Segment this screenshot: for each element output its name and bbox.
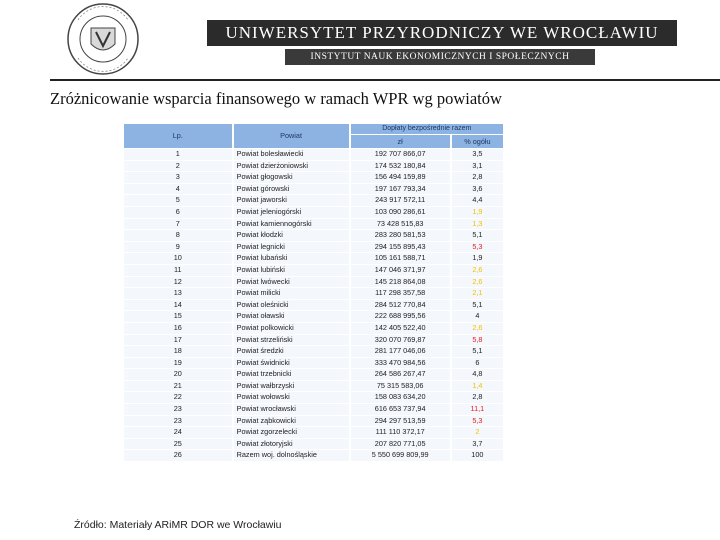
row-percent: 5,3: [452, 416, 503, 427]
row-percent: 1,9: [452, 253, 503, 264]
row-percent: 4,4: [452, 195, 503, 206]
row-lp: 24: [124, 427, 232, 438]
row-powiat: Powiat bolesławiecki: [234, 149, 349, 160]
row-lp: 23: [124, 404, 232, 415]
row-lp: 6: [124, 207, 232, 218]
row-powiat: Powiat świdnicki: [234, 358, 349, 369]
row-powiat: Powiat trzebnicki: [234, 369, 349, 380]
row-powiat: Powiat złotoryjski: [234, 439, 349, 450]
row-amount: 222 688 995,56: [351, 311, 450, 322]
row-lp: 21: [124, 381, 232, 392]
table-row: [124, 195, 503, 206]
row-powiat: Powiat oławski: [234, 311, 349, 322]
row-amount: 5 550 699 809,99: [351, 450, 450, 461]
row-percent: 4: [452, 311, 503, 322]
table-row: [124, 219, 503, 230]
row-percent: 3,7: [452, 439, 503, 450]
table-row: [124, 346, 503, 357]
row-lp: 12: [124, 277, 232, 288]
row-lp: 11: [124, 265, 232, 276]
university-seal-icon: [48, 2, 158, 76]
row-percent: 5,3: [452, 242, 503, 253]
row-powiat: Powiat wołowski: [234, 392, 349, 403]
row-lp: 13: [124, 288, 232, 299]
slide-title: Zróżnicowanie wsparcia finansowego w ramach WPR wg powiatów: [50, 89, 502, 108]
row-amount: 320 070 769,87: [351, 335, 450, 346]
row-amount: 111 110 372,17: [351, 427, 450, 438]
row-powiat: Powiat jaworski: [234, 195, 349, 206]
table-row: [124, 323, 503, 334]
row-amount: 197 167 793,34: [351, 184, 450, 195]
table-row: [124, 230, 503, 241]
row-lp: 14: [124, 300, 232, 311]
institute-name: INSTYTUT NAUK EKONOMICZNYCH I SPOŁECZNYCH: [285, 49, 595, 65]
row-percent: 2,6: [452, 277, 503, 288]
row-percent: 3,1: [452, 161, 503, 172]
row-lp: 5: [124, 195, 232, 206]
row-percent: 4,8: [452, 369, 503, 380]
table-row: [124, 450, 503, 461]
table-row: [124, 404, 503, 415]
row-percent: 1,4: [452, 381, 503, 392]
table-row: [124, 265, 503, 276]
header-zl: zł: [351, 135, 450, 148]
row-percent: 2,6: [452, 323, 503, 334]
row-powiat: Powiat strzeliński: [234, 335, 349, 346]
row-percent: 2,8: [452, 392, 503, 403]
row-powiat: Powiat lubiński: [234, 265, 349, 276]
row-amount: 294 155 895,43: [351, 242, 450, 253]
row-powiat: Powiat lubański: [234, 253, 349, 264]
table-row: [124, 311, 503, 322]
table-row: [124, 416, 503, 427]
table-row: [124, 427, 503, 438]
row-amount: 142 405 522,40: [351, 323, 450, 334]
row-amount: 147 046 371,97: [351, 265, 450, 276]
header-lp: Lp.: [124, 124, 232, 148]
row-amount: 156 494 159,89: [351, 172, 450, 183]
row-percent: 2,8: [452, 172, 503, 183]
table-row: [124, 392, 503, 403]
row-lp: 23: [124, 416, 232, 427]
row-powiat: Powiat jeleniogórski: [234, 207, 349, 218]
row-percent: 2: [452, 427, 503, 438]
table-body: [124, 149, 503, 461]
row-lp: 17: [124, 335, 232, 346]
row-amount: 75 315 583,06: [351, 381, 450, 392]
row-amount: 616 653 737,94: [351, 404, 450, 415]
table-row: [124, 172, 503, 183]
table-row: [124, 369, 503, 380]
row-percent: 2,6: [452, 265, 503, 276]
row-amount: 294 297 513,59: [351, 416, 450, 427]
table-row: [124, 439, 503, 450]
row-lp: 7: [124, 219, 232, 230]
row-percent: 3,6: [452, 184, 503, 195]
row-powiat: Powiat głogowski: [234, 172, 349, 183]
table-row: [124, 184, 503, 195]
row-powiat: Powiat zgorzelecki: [234, 427, 349, 438]
row-powiat: Powiat milicki: [234, 288, 349, 299]
row-lp: 8: [124, 230, 232, 241]
row-lp: 1: [124, 149, 232, 160]
table-row: [124, 161, 503, 172]
row-lp: 16: [124, 323, 232, 334]
row-powiat: Powiat oleśnicki: [234, 300, 349, 311]
row-powiat: Powiat kamiennogórski: [234, 219, 349, 230]
row-powiat: Powiat lwówecki: [234, 277, 349, 288]
row-percent: 5,8: [452, 335, 503, 346]
row-percent: 3,5: [452, 149, 503, 160]
row-amount: 192 707 866,07: [351, 149, 450, 160]
row-amount: 73 428 515,83: [351, 219, 450, 230]
row-powiat: Powiat polkowicki: [234, 323, 349, 334]
row-percent: 11,1: [452, 404, 503, 415]
table-row: [124, 207, 503, 218]
row-lp: 18: [124, 346, 232, 357]
row-lp: 9: [124, 242, 232, 253]
subsidy-table: [122, 123, 505, 462]
table-row: [124, 277, 503, 288]
table-row: [124, 358, 503, 369]
row-powiat: Powiat legnicki: [234, 242, 349, 253]
row-lp: 25: [124, 439, 232, 450]
row-amount: 283 280 581,53: [351, 230, 450, 241]
row-percent: 2,1: [452, 288, 503, 299]
university-name: UNIWERSYTET PRZYRODNICZY WE WROCŁAWIU: [207, 20, 677, 46]
table-row: [124, 300, 503, 311]
row-lp: 19: [124, 358, 232, 369]
row-lp: 15: [124, 311, 232, 322]
table-row: [124, 242, 503, 253]
header-banner: [0, 0, 720, 80]
row-amount: 158 083 634,20: [351, 392, 450, 403]
table-row: [124, 253, 503, 264]
row-percent: 1,9: [452, 207, 503, 218]
row-amount: 117 298 357,58: [351, 288, 450, 299]
header-doplaty: Dopłaty bezpośrednie razem: [351, 124, 503, 134]
header-powiat: Powiat: [234, 124, 349, 148]
row-amount: 105 161 588,71: [351, 253, 450, 264]
table-row: [124, 149, 503, 160]
row-percent: 5,1: [452, 346, 503, 357]
table-row: [124, 335, 503, 346]
table-row: [124, 288, 503, 299]
source-note: Źródło: Materiały ARiMR DOR we Wrocławiu: [74, 519, 282, 531]
row-percent: 5,1: [452, 230, 503, 241]
row-amount: 103 090 286,61: [351, 207, 450, 218]
row-amount: 281 177 046,06: [351, 346, 450, 357]
row-powiat: Razem woj. dolnośląskie: [234, 450, 349, 461]
row-amount: 207 820 771,05: [351, 439, 450, 450]
row-lp: 4: [124, 184, 232, 195]
row-lp: 10: [124, 253, 232, 264]
row-powiat: Powiat średzki: [234, 346, 349, 357]
row-amount: 284 512 770,84: [351, 300, 450, 311]
row-percent: 1,3: [452, 219, 503, 230]
row-powiat: Powiat ząbkowicki: [234, 416, 349, 427]
row-lp: 22: [124, 392, 232, 403]
row-powiat: Powiat wałbrzyski: [234, 381, 349, 392]
header-pct: % ogółu: [452, 135, 503, 148]
row-percent: 6: [452, 358, 503, 369]
row-amount: 145 218 864,08: [351, 277, 450, 288]
row-powiat: Powiat dzierżoniowski: [234, 161, 349, 172]
table-row: [124, 381, 503, 392]
row-powiat: Powiat wrocławski: [234, 404, 349, 415]
row-powiat: Powiat kłodzki: [234, 230, 349, 241]
row-amount: 174 532 180,84: [351, 161, 450, 172]
row-percent: 100: [452, 450, 503, 461]
row-amount: 333 470 984,56: [351, 358, 450, 369]
row-lp: 3: [124, 172, 232, 183]
row-percent: 5,1: [452, 300, 503, 311]
row-lp: 2: [124, 161, 232, 172]
row-powiat: Powiat górowski: [234, 184, 349, 195]
banner-divider: [50, 79, 720, 81]
row-lp: 20: [124, 369, 232, 380]
row-amount: 264 586 267,47: [351, 369, 450, 380]
row-lp: 26: [124, 450, 232, 461]
row-amount: 243 917 572,11: [351, 195, 450, 206]
